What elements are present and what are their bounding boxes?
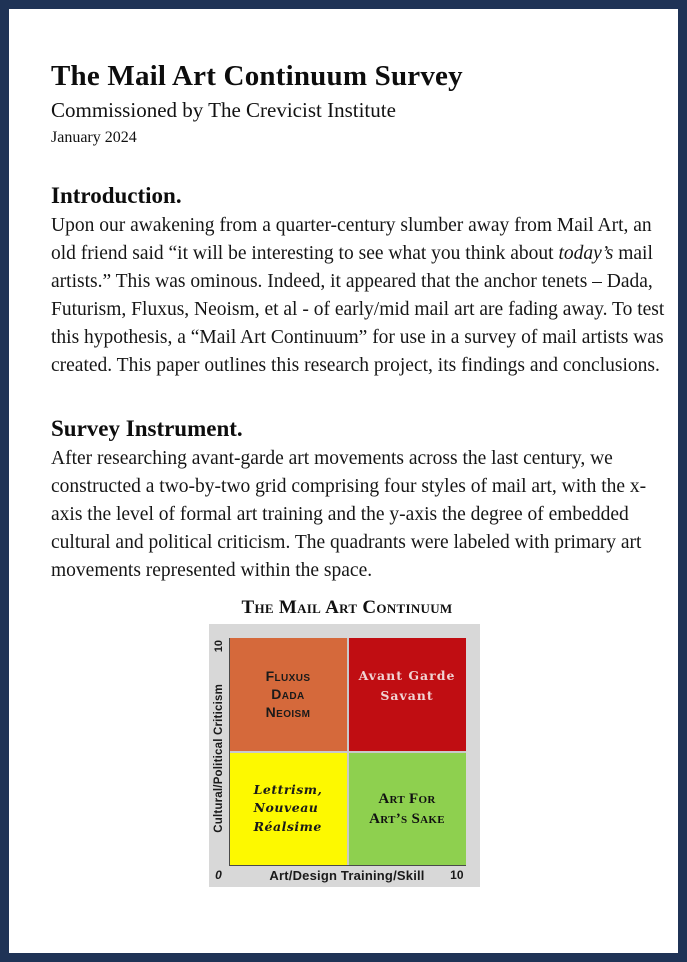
quadrant-plot-area <box>229 638 466 866</box>
document-subtitle: Commissioned by The Crevicist Institute <box>51 98 396 122</box>
continuum-chart <box>209 624 480 887</box>
introduction-text-part2: mail artists.” This was ominous. Indeed, it appeared that the anchor tenets – Dada, Futurism, Fluxus, Neoism, et al - of early/mid mail art are fading away. To test this hypothesis, a “Mail Art Continuum” for use in a survey of mail artists was created. This paper outlines this research project, its findings and conclusions. <box>51 243 665 376</box>
introduction-heading: Introduction. <box>51 183 182 208</box>
chart-top-padding <box>209 624 466 638</box>
quadrant-tr-label: Avant Garde Savant <box>358 668 456 703</box>
document-date: January 2024 <box>51 129 137 146</box>
y-axis-label: Cultural/Political Criticism <box>212 684 225 834</box>
continuum-figure <box>51 597 637 887</box>
y-axis-tick-10: 10 <box>212 640 225 653</box>
origin-tick-0: 0 <box>215 868 222 882</box>
section-survey-instrument <box>51 416 647 585</box>
section-introduction <box>51 183 665 380</box>
quadrant-avant-garde-savant <box>349 638 466 751</box>
x-axis-label: Art/Design Training/Skill <box>269 867 425 883</box>
quadrant-br-label: Art For Art’s Sake <box>369 790 445 827</box>
quadrant-lettrism-nouveau-realsime <box>230 753 347 866</box>
survey-instrument-paragraph: After researching avant-garde art movements across the last century, we constructed a two-by-two grid comprising four styles of mail art, with the x-axis the level of formal art training and the y-axis the degree of embedded cultural and political criticism. The quadrants were labeled with primary art movements represented within the space. <box>51 448 647 581</box>
x-axis-tick-10: 10 <box>450 868 464 882</box>
quadrant-bl-label: Lettrism, Nouveau Réalsime <box>253 781 323 835</box>
survey-instrument-heading: Survey Instrument. <box>51 416 243 441</box>
y-axis <box>209 638 229 866</box>
quadrant-art-for-arts-sake <box>349 753 466 866</box>
introduction-paragraph <box>51 212 669 380</box>
x-axis <box>229 866 466 887</box>
document-page <box>18 18 669 944</box>
chart-title: The Mail Art Continuum <box>241 597 453 618</box>
introduction-text-part1: Upon our awakening from a quarter-century slumber away from Mail Art, an old friend said “it will be interesting to see what you think about <box>51 215 652 264</box>
document-title: The Mail Art Continuum Survey <box>51 60 463 92</box>
introduction-text-italic: today’s <box>558 243 614 264</box>
quadrant-tl-label: Fluxus Dada Neoism <box>265 667 311 721</box>
quadrant-fluxus-dada-neoism <box>230 638 347 751</box>
